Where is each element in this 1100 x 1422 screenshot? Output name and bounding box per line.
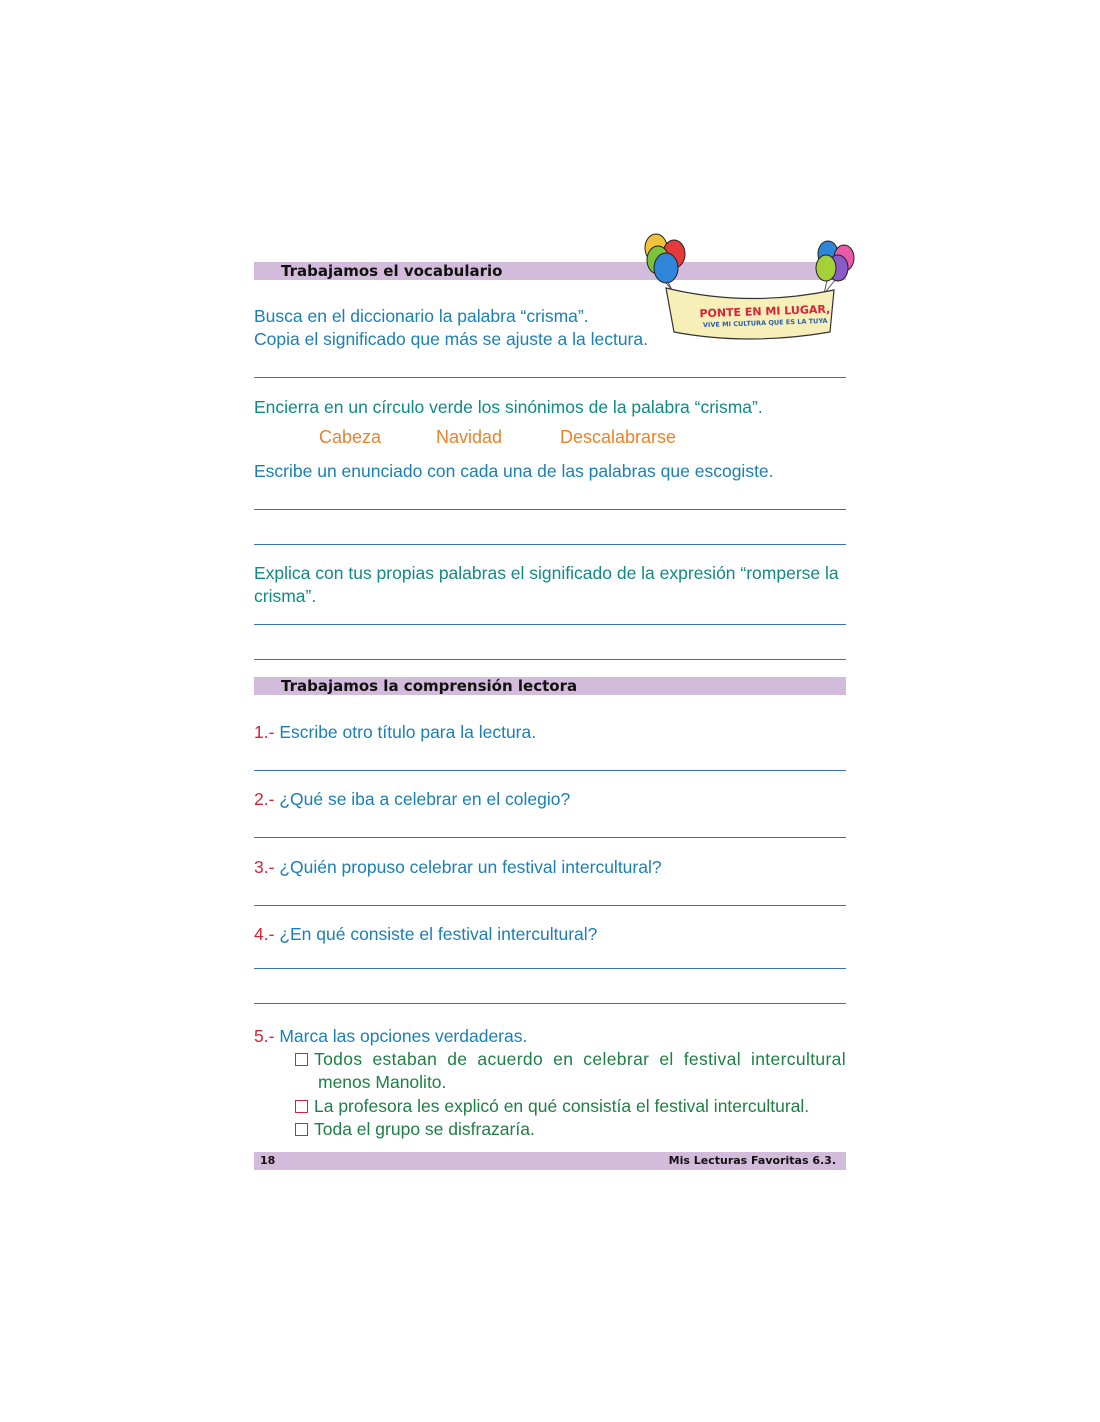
- checkbox[interactable]: [295, 1123, 308, 1136]
- checkbox[interactable]: [295, 1100, 308, 1113]
- option-2: [295, 1095, 809, 1118]
- book-title: Mis Lecturas Favoritas 6.3.: [668, 1154, 836, 1167]
- question-5: [254, 1025, 527, 1048]
- option-text: La profesora les explicó en qué consistía el festival intercultural.: [314, 1096, 810, 1116]
- answer-line[interactable]: [254, 509, 846, 510]
- answer-line[interactable]: [254, 659, 846, 660]
- question-text: ¿Qué se iba a celebrar en el colegio?: [279, 789, 571, 809]
- answer-line[interactable]: [254, 837, 846, 838]
- answer-line[interactable]: [254, 905, 846, 906]
- answer-line[interactable]: [254, 770, 846, 771]
- answer-line[interactable]: [254, 544, 846, 545]
- option-text: Todos estaban de acuerdo en celebrar el festival intercultural: [314, 1049, 846, 1069]
- section-header-comprension: [254, 677, 846, 695]
- question-number: 5.-: [254, 1026, 275, 1046]
- logo-line-2: VIVE MI CULTURA QUE ES LA TUYA: [702, 316, 828, 330]
- option-text: Toda el grupo se disfrazaría.: [314, 1119, 535, 1139]
- answer-line[interactable]: [254, 624, 846, 625]
- logo-ponte-en-mi-lugar: [638, 228, 860, 346]
- question-2: [254, 788, 570, 811]
- option-text-continued: menos Manolito.: [318, 1072, 447, 1092]
- answer-line[interactable]: [254, 1003, 846, 1004]
- question-number: 2.-: [254, 789, 275, 809]
- question-number: 4.-: [254, 924, 275, 944]
- logo-line-1: PONTE EN MI LUGAR,: [699, 302, 831, 321]
- synonym-option[interactable]: Navidad: [436, 427, 503, 447]
- synonym-option[interactable]: Cabeza: [319, 427, 382, 447]
- option-1: [295, 1048, 846, 1094]
- checkbox[interactable]: [295, 1053, 308, 1066]
- question-number: 1.-: [254, 722, 275, 742]
- question-text: ¿Quién propuso celebrar un festival intercultural?: [279, 857, 662, 877]
- question-text: Escribe otro título para la lectura.: [279, 722, 537, 742]
- section-title: Trabajamos el vocabulario: [281, 262, 503, 280]
- synonym-option[interactable]: Descalabrarse: [560, 427, 677, 447]
- option-3: [295, 1118, 535, 1141]
- question-3: [254, 856, 662, 879]
- vocab-instruction-2: Encierra en un círculo verde los sinónimos de la palabra “crisma”.: [254, 397, 763, 417]
- answer-line[interactable]: [254, 968, 846, 969]
- vocab-instruction-3: Escribe un enunciado con cada una de las palabras que escogiste.: [254, 461, 774, 481]
- vocab-instruction-4b: crisma”.: [254, 586, 317, 606]
- vocab-instruction-4: Explica con tus propias palabras el significado de la expresión “romperse la: [254, 563, 839, 583]
- question-number: 3.-: [254, 857, 275, 877]
- answer-line[interactable]: [254, 377, 846, 378]
- vocab-instruction-1b: Copia el significado que más se ajuste a la lectura.: [254, 329, 648, 349]
- vocab-instruction-1: Busca en el diccionario la palabra “crisma”.: [254, 306, 589, 326]
- question-text: ¿En qué consiste el festival intercultural?: [279, 924, 598, 944]
- question-4: [254, 923, 597, 946]
- question-1: [254, 721, 536, 744]
- question-text: Marca las opciones verdaderas.: [279, 1026, 528, 1046]
- page-footer: [254, 1152, 846, 1170]
- page-number: 18: [260, 1154, 276, 1167]
- section-title: Trabajamos la comprensión lectora: [281, 677, 578, 695]
